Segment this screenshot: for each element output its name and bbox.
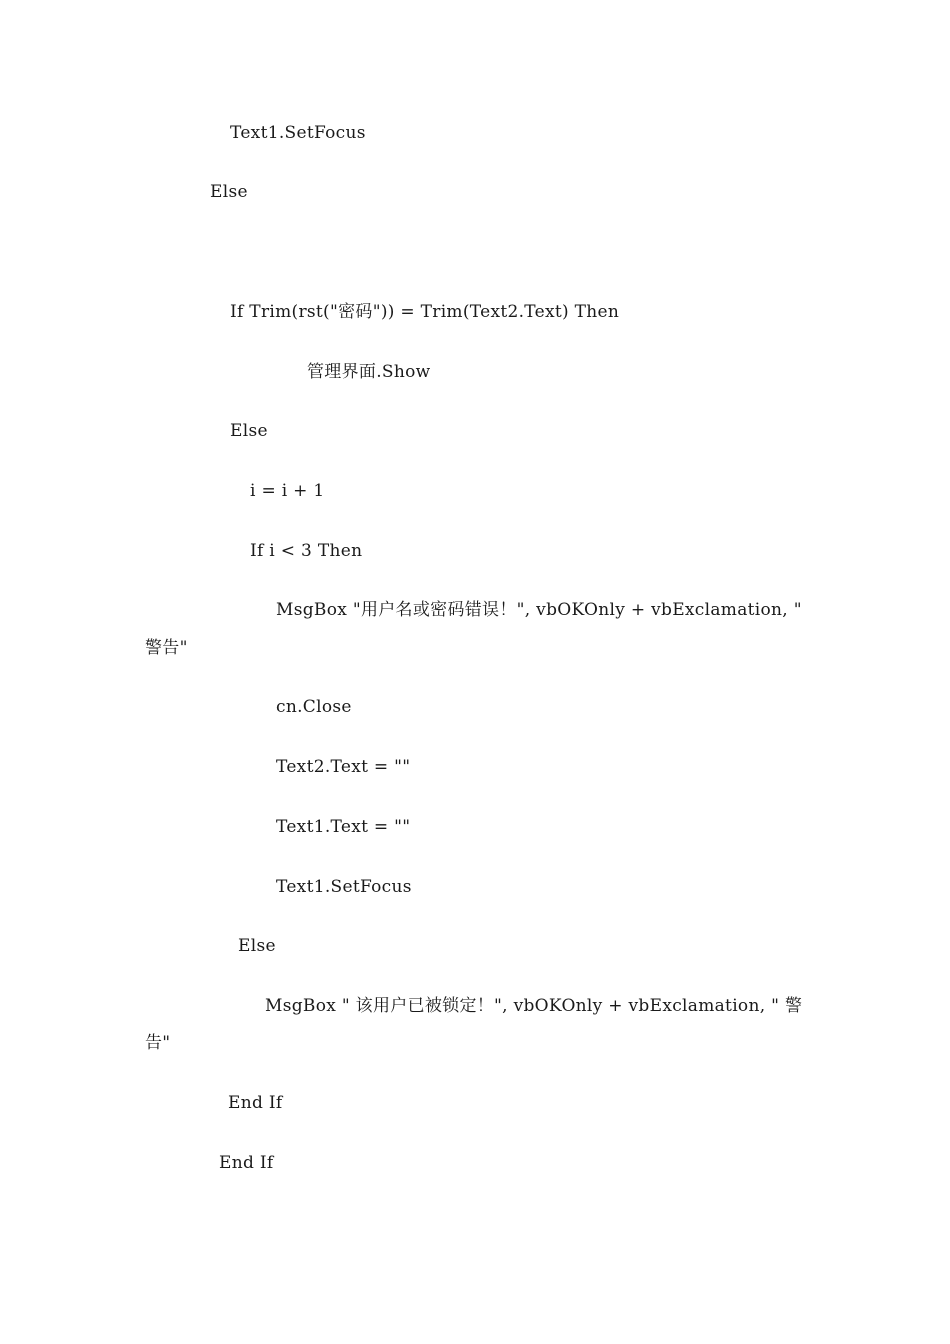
- code-line: MsgBox "用户名或密码错误！", vbOKOnly + vbExclamation, ": [276, 600, 802, 620]
- code-line-wrap: 警告": [145, 638, 188, 658]
- code-line: End If: [219, 1153, 274, 1173]
- code-line: Else: [230, 421, 268, 441]
- code-line: Text1.SetFocus: [276, 877, 412, 897]
- code-line: MsgBox " 该用户已被锁定！", vbOKOnly + vbExclamation, " 警: [265, 996, 803, 1016]
- code-line: If i < 3 Then: [250, 541, 363, 561]
- code-line: cn.Close: [276, 697, 352, 717]
- code-line: Text2.Text = "": [276, 757, 411, 777]
- code-line-wrap: 告": [145, 1033, 171, 1053]
- code-line: i = i + 1: [250, 481, 325, 501]
- code-line: If Trim(rst("密码")) = Trim(Text2.Text) Then: [230, 302, 620, 322]
- code-line: Text1.Text = "": [276, 817, 411, 837]
- code-line: End If: [228, 1093, 283, 1113]
- code-line: Text1.SetFocus: [230, 123, 366, 143]
- code-line: Else: [210, 182, 248, 202]
- code-line: 管理界面.Show: [307, 362, 431, 382]
- code-line: Else: [238, 936, 276, 956]
